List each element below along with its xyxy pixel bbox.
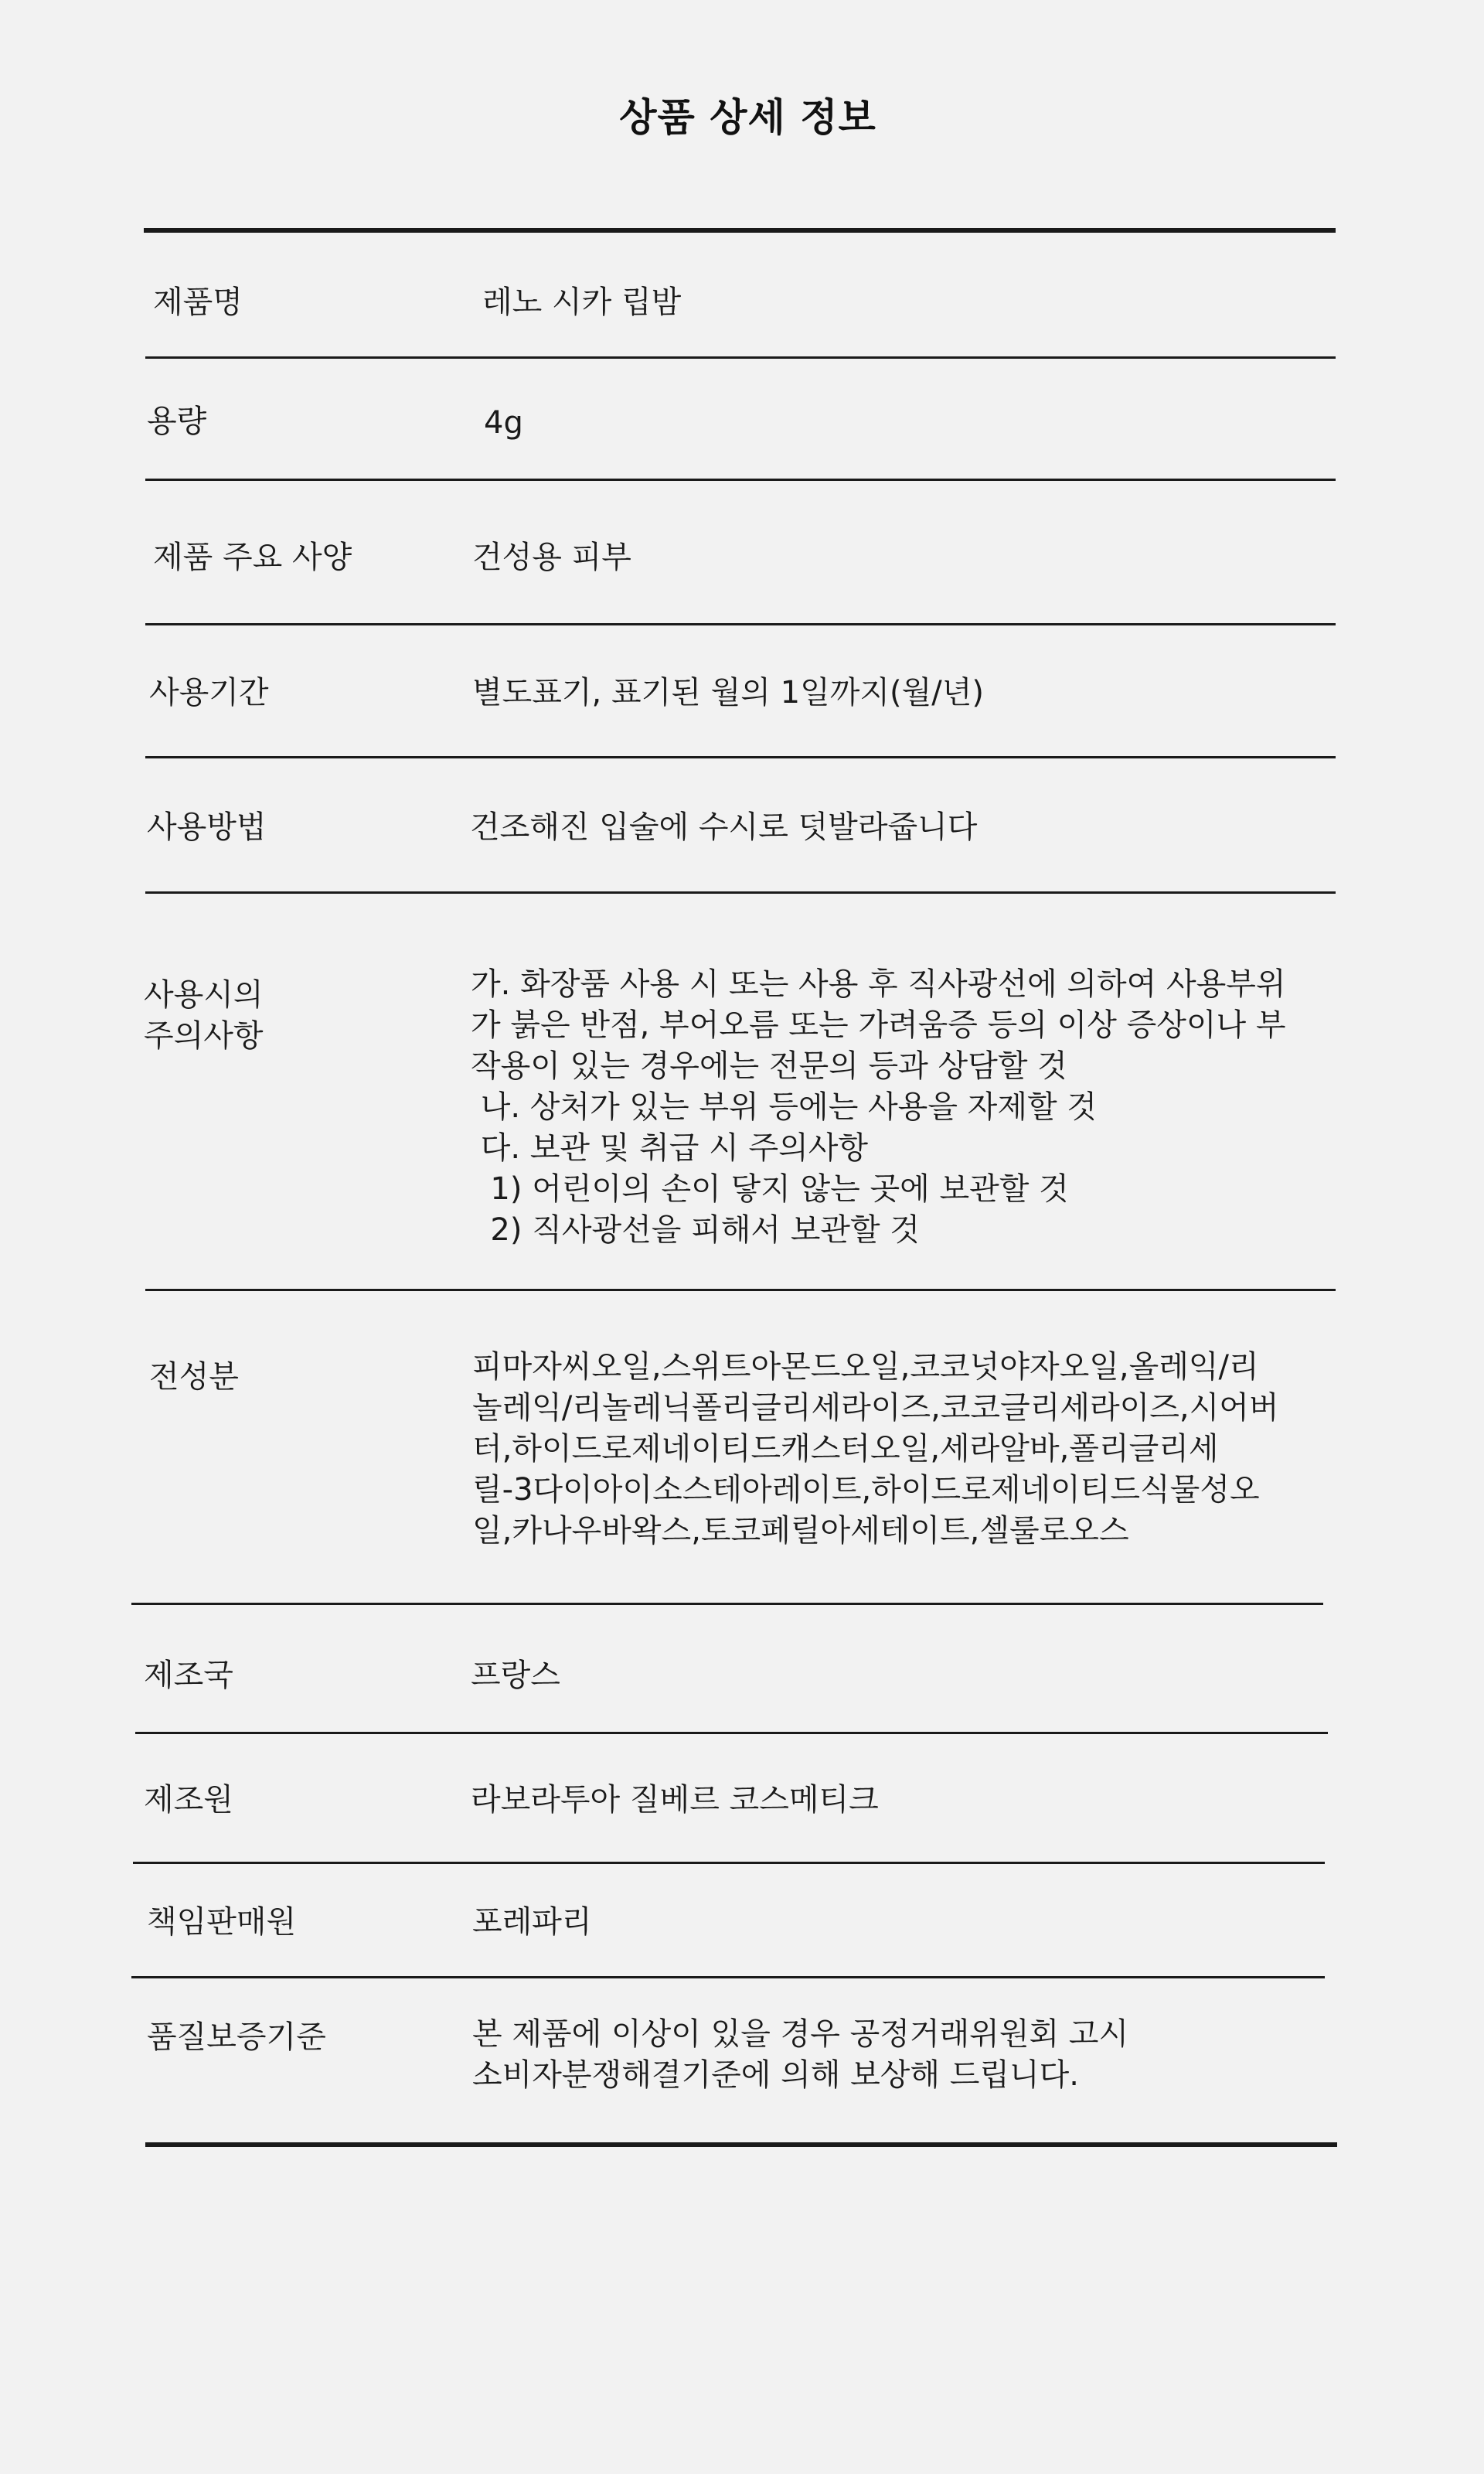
row-label-usage-period: 사용기간 — [149, 675, 269, 711]
row-divider — [145, 356, 1336, 359]
row-value-main-spec: 건성용 피부 — [472, 540, 631, 575]
table-bottom-border — [145, 2142, 1337, 2147]
row-divider — [145, 756, 1336, 758]
row-divider — [145, 891, 1336, 894]
row-label-quality-assurance: 품질보증기준 — [147, 2019, 326, 2055]
row-value-product-name: 레노 시카 립밤 — [482, 285, 682, 320]
row-divider — [145, 623, 1336, 625]
row-value-ingredients: 피마자씨오일,스위트아몬드오일,코코넛야자오일,올레익/리 놀레익/리놀레닉폴리글리세라이즈,코코글리세라이즈,시어버 터,하이드로제네이티드캐스터오일,세라알바,폴리글리세 릴-3다이아이소스테아레이트,하이드로제네이티드식물성오 일,카나우바왁스,토코페릴아세테이트,셀룰로오스 — [472, 1349, 1279, 1549]
row-value-country: 프랑스 — [471, 1658, 560, 1693]
row-divider — [133, 1862, 1325, 1864]
row-divider — [131, 1603, 1323, 1605]
table-top-border — [144, 228, 1336, 233]
row-divider — [145, 1289, 1336, 1291]
row-value-responsible-seller: 포레파리 — [472, 1904, 592, 1940]
page-title: 상품 상세 정보 — [619, 95, 876, 140]
row-divider — [145, 479, 1336, 481]
row-label-responsible-seller: 책임판매원 — [147, 1904, 297, 1940]
row-label-precautions: 사용시의 주의사항 — [144, 977, 264, 1054]
row-label-how-to-use: 사용방법 — [147, 809, 267, 845]
row-divider — [131, 1976, 1325, 1978]
row-value-how-to-use: 건조해진 입술에 수시로 덧발라줍니다 — [470, 809, 978, 845]
row-label-country: 제조국 — [144, 1658, 233, 1693]
row-label-ingredients: 전성분 — [149, 1359, 239, 1395]
row-value-manufacturer: 라보라투아 질베르 코스메티크 — [471, 1782, 879, 1818]
row-value-usage-period: 별도표기, 표기된 월의 1일까지(월/년) — [472, 675, 984, 711]
row-label-manufacturer: 제조원 — [144, 1782, 233, 1818]
row-label-main-spec: 제품 주요 사양 — [153, 540, 352, 575]
row-value-precautions: 가. 화장품 사용 시 또는 사용 후 직사광선에 의하여 사용부위 가 붉은 반점, 부어오름 또는 가려움증 등의 이상 증상이나 부 작용이 있는 경우에는 전문의 등과 상담할 것 나. 상처가 있는 부위 등에는 사용을 자제할 것 다. 보관 및 취급 시 주의사항 1) 어린이의 손이 닿지 않는 곳에 보관할 것 2) 직사광선을 피해서 보관할 것 — [471, 966, 1286, 1248]
row-divider — [135, 1732, 1328, 1734]
row-label-volume: 용량 — [147, 404, 207, 439]
row-value-quality-assurance: 본 제품에 이상이 있을 경우 공정거래위원회 고시 소비자분쟁해결기준에 의해 보상해 드립니다. — [472, 2016, 1129, 2093]
row-value-volume: 4g — [484, 405, 523, 441]
row-label-product-name: 제품명 — [153, 285, 243, 320]
